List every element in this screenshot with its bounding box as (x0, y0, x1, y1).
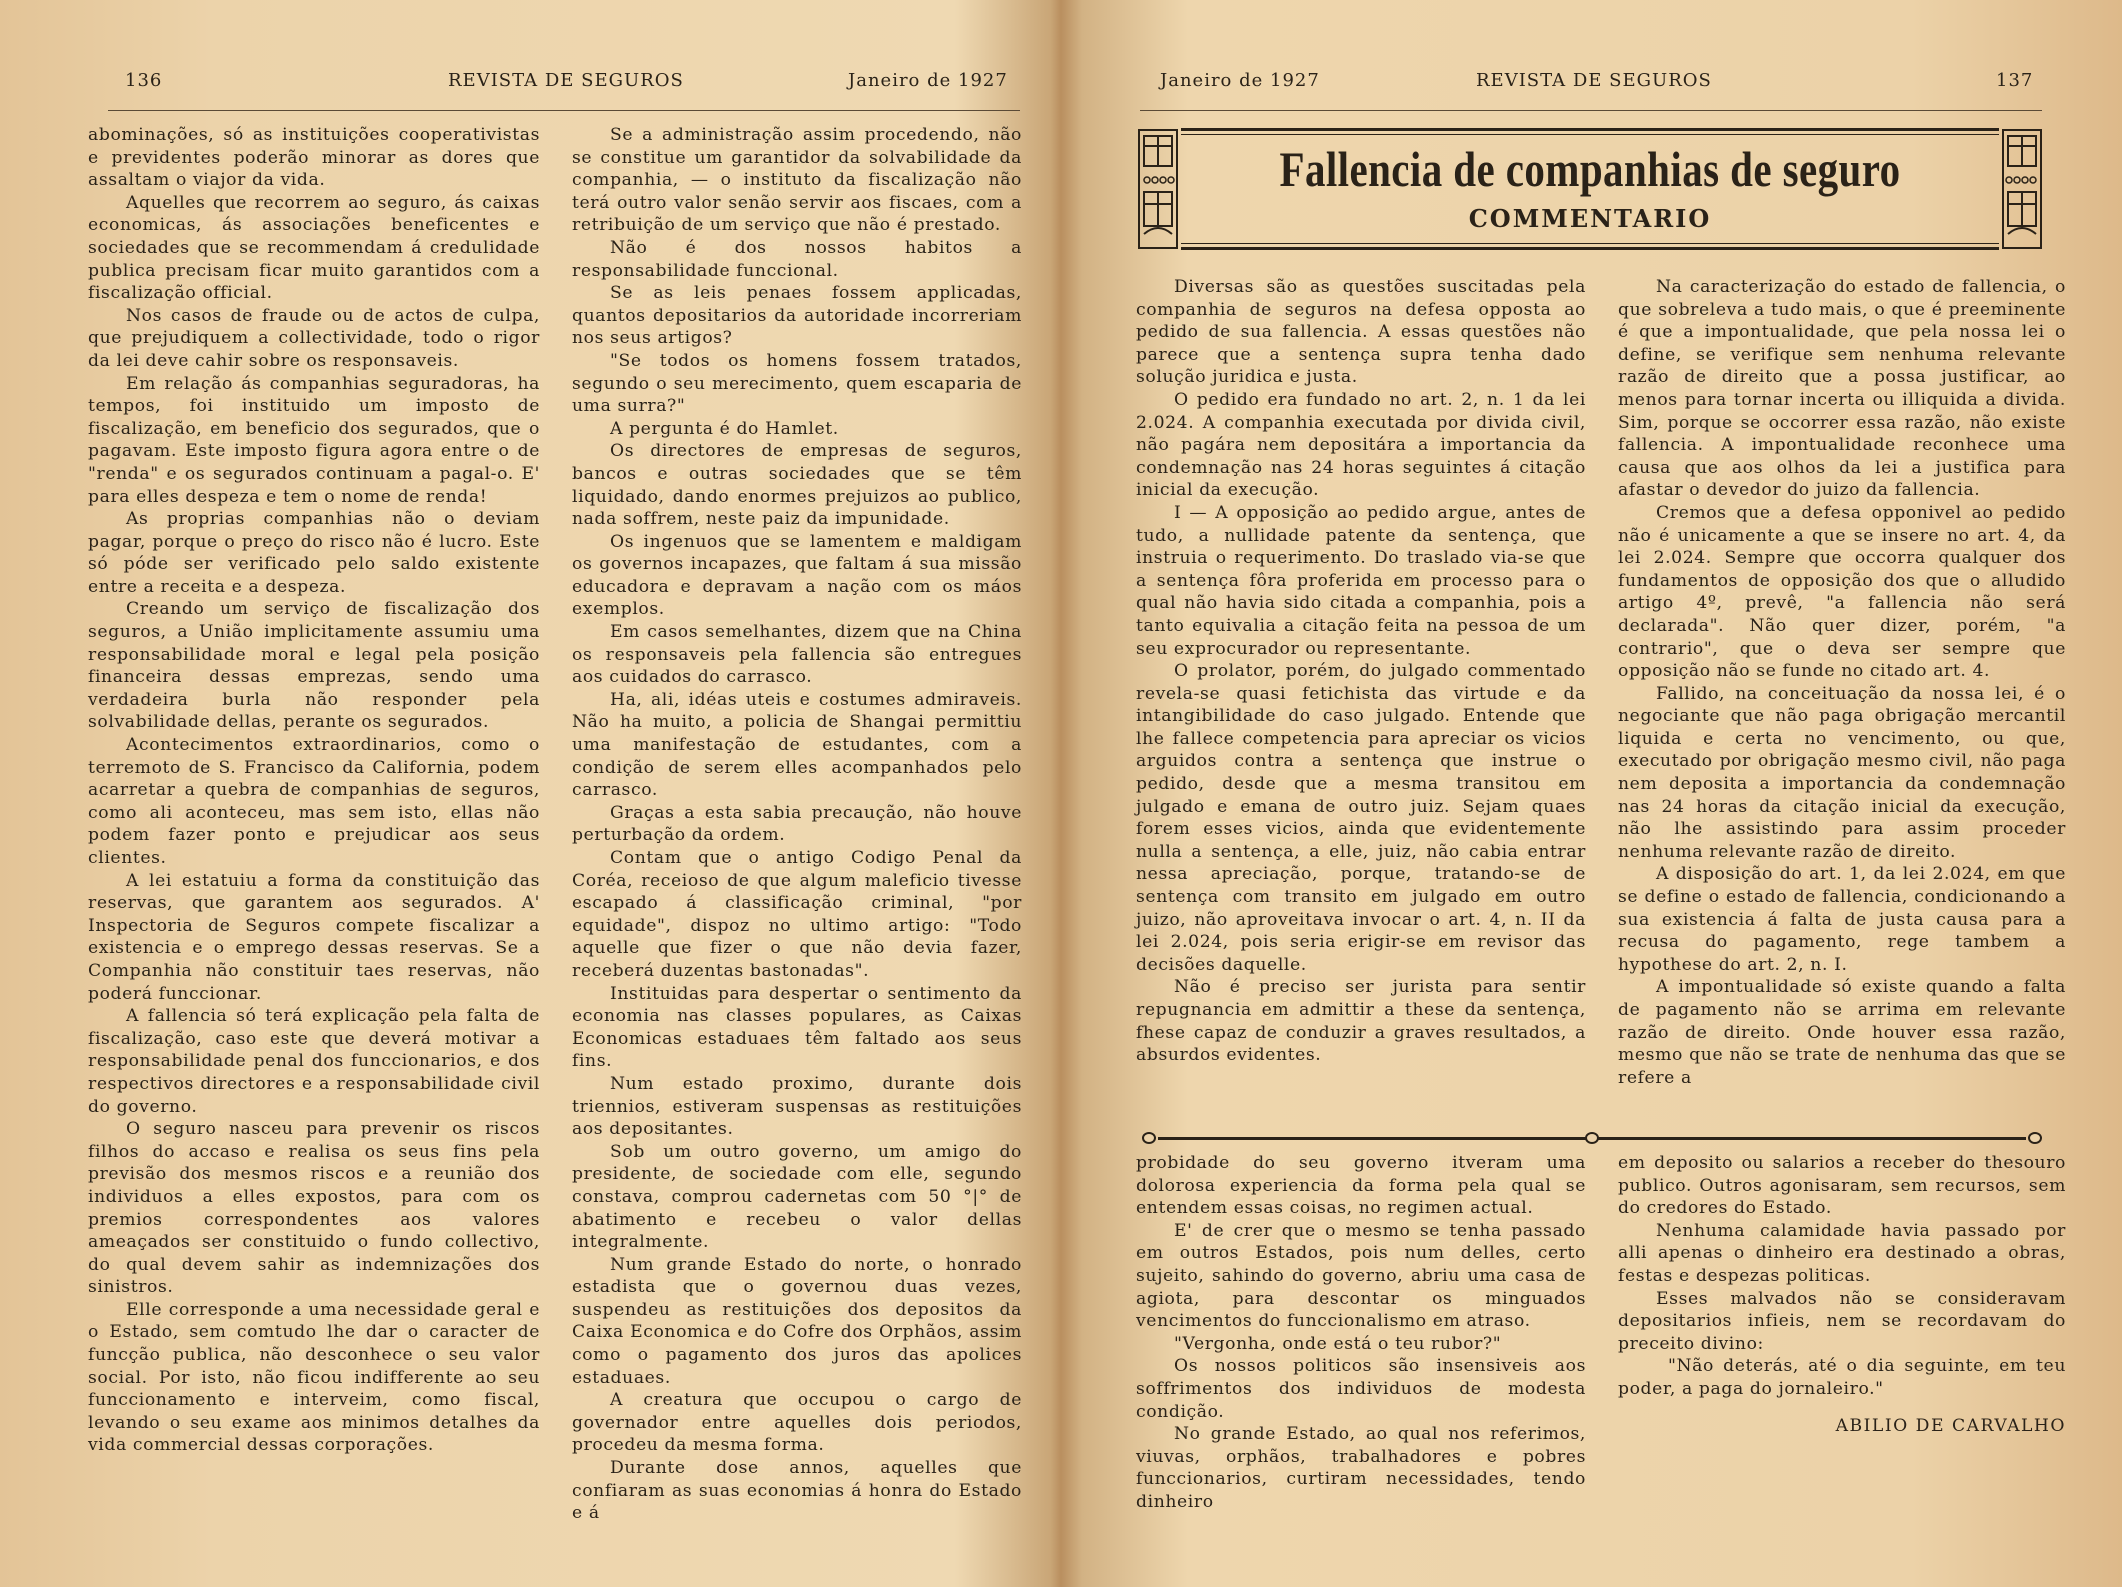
page-number: 136 (125, 70, 163, 91)
lower-column-1 (1136, 1152, 1586, 1514)
paragraph: probidade do seu governo itveram uma dolorosa experiencia da forma pela qual se entendem essas coisas, no regimen actual. (1136, 1153, 1586, 1219)
paragraph: A creatura que occupou o cargo de governador entre aquelles dois periodos, procedeu da mesma forma. (572, 1390, 1022, 1456)
paragraph: Se a administração assim procedendo, não se constitue um garantidor da solvabilidade da companhia, — o instituto da fiscalização não terá outro valor senão servir aos fiscaes, com a retribuição de um serviço que não é prestado. (572, 125, 1022, 236)
paragraph: Fallido, na conceituação da nossa lei, é o negociante que não paga obrigação mercantil liquida e certa no vencimento, ou que, executado por obrigação mesmo civil, não paga nem deposita a importancia da condemnação nas 24 horas da citação inicial da execução, não lhe assistindo para assim proceder nenhuma relevante razão de direito. (1618, 683, 2066, 862)
paragraph: em deposito ou salarios a receber do thesouro publico. Outros agonisaram, sem recursos, sem do credores do Estado. (1618, 1153, 2066, 1219)
paragraph: "Vergonha, onde está o teu rubor?" (1174, 1333, 1502, 1354)
paragraph: Instituidas para despertar o sentimento da economia nas classes populares, as Caixas Economicas estaduaes têm faltado aos seus fins. (572, 983, 1022, 1072)
paragraph: Cremos que a defesa opponivel ao pedido não é unicamente a que se insere no art. 4, da lei 2.024. Sempre que occorra qualquer dos fundamentos de opposição dos que o alludido artigo 4º, prevê, "a fallencia não será declarada". Não quer dizer, porém, "a contrario", que o deva ser sempre que opposição não se funde no citado art. 4. (1618, 502, 2066, 682)
paragraph: Num estado proximo, durante dois triennios, estiveram suspensas as restituições aos depositantes. (572, 1073, 1022, 1140)
paragraph: E' de crer que o mesmo se tenha passado em outros Estados, pois num delles, certo sujeito, sahindo do governo, abriu uma casa de agiota, para descontar os minguados vencimentos do funccionalismo em atraso. (1136, 1220, 1586, 1332)
paragraph: Contam que o antigo Codigo Penal da Coréa, receioso de que algum maleficio tivesse escapado á classificação criminal, "por equidade", dispoz no ultimo artigo: "Todo aquelle que fizer o que não devia fazer, receberá duzentas bastonadas". (572, 848, 1022, 981)
paragraph: A fallencia só terá explicação pela falta de fiscalização, caso este que deverá motivar a responsabilidade penal dos funccionarios, e dos respectivos directores e a responsabilidade civil do governo. (88, 1006, 540, 1117)
frame-line (1181, 243, 1999, 244)
article-title-box (1135, 124, 2045, 254)
paragraph: Em casos semelhantes, dizem que na China os responsaveis pela fallencia são entregues aos cuidados do carrasco. (572, 622, 1022, 688)
article-subtitle: COMMENTARIO (1468, 204, 1712, 233)
text-column-2 (572, 124, 1022, 1525)
divider-ornament-icon (1142, 1132, 1156, 1144)
paragraph: Num grande Estado do norte, o honrado estadista que o governou duas vezes, suspendeu as restituições dos depositos da Caixa Economica e do Cofre dos Orphãos, assim como o pagamento dos juros das apolices estaduaes. (572, 1254, 1022, 1388)
paragraph: O prolator, porém, do julgado commentado revela-se quasi fetichista das virtude e da intangibilidade do caso julgado. Entende que lhe fallece competencia para apreciar os vicios arguidos contra a sentença que instrue o pedido, desde que a mesma transitou em julgado e emana de outro juiz. Sejam quaes forem esses vicios, ainda que evidentemente nulla a sentença, a elle, juiz, não cabia entrar nessa apreciação, porque, tratando-se de sentença com transito em julgado em outro juizo, não aproveitava invocar o art. 4, n. II da lei 2.024, pois seria erigir-se em revisor das decisões daquelle. (1136, 661, 1586, 975)
paragraph: "Se todos os homens fossem tratados, segundo o seu merecimento, quem escaparia de uma surra?" (572, 350, 1022, 417)
running-title: REVISTA DE SEGUROS (1476, 70, 1712, 91)
paragraph: Durante dose annos, aquelles que confiaram as suas economias á honra do Estado e á (572, 1458, 1022, 1524)
running-date: Janeiro de 1927 (1160, 70, 1320, 91)
paragraph: A pergunta é do Hamlet. (610, 418, 839, 439)
paragraph: Não é preciso ser jurista para sentir repugnancia em admittir a these da sentença, fhese capaz de conduzir a graves resultados, a absurdos evidentes. (1136, 977, 1586, 1066)
paragraph: Os directores de empresas de seguros, bancos e outras sociedades que se têm liquidado, dando enormes prejuizos ao publico, nada soffrem, neste paiz da impunidade. (572, 441, 1022, 530)
quotation: "Não deterás, até o dia seguinte, em teu poder, a paga do jornaleiro." (1618, 1356, 2066, 1399)
frame-line (1181, 134, 1999, 135)
divider-ornament-icon (2028, 1132, 2042, 1144)
paragraph: Em relação ás companhias seguradoras, ha tempos, foi instituido um imposto de fiscalização, em beneficio dos segurados, que o pagavam. Este imposto figura agora entre o de "renda" e os segurados continuam a pagal-o. E' para elles despeza e tem o nome de renda! (88, 373, 540, 507)
paragraph: A disposição do art. 1, da lei 2.024, em que se define o estado de fallencia, condicionando a sua existencia á falta de justa causa para a recusa do pagamento, rege tambem a hypothese do art. 2, n. I. (1618, 864, 2066, 975)
paragraph: Ha, ali, idéas uteis e costumes admiraveis. Não ha muito, a policia de Shangai permittiu uma manifestação de estudantes, com a condição de serem elles acompanhados pelo carrasco. (572, 689, 1022, 801)
upper-column-2 (1618, 276, 2066, 1089)
paragraph: Na caracterização do estado de fallencia, o que sobreleva a tudo mais, o que é preeminente é que a impontualidade, que pela nossa lei o define, se verifique sem nenhuma relevante razão de direito que a possa justificar, ao menos para tornar incerta ou illiquida a divida. Sim, porque se occorrer essa razão, não existe fallencia. A impontualidade reconhece uma causa que aos olhos da lei a justifica para afastar o devedor do juizo da fallencia. (1618, 277, 2066, 501)
paragraph: Sob um outro governo, um amigo do presidente, de sociedade com elle, segundo constava, comprou cadernetas com 50 °|° de abatimento e recebeu o valor dellas integralmente. (572, 1141, 1022, 1253)
paragraph: O seguro nasceu para prevenir os riscos filhos do accaso e realisa os seus fins pela previsão dos mesmos riscos e a reunião dos individuos a elles expostos, para com os premios correspondentes aos valores ameaçados ser constituido o fundo collectivo, do qual devem sahir as indemnizações dos sinistros. (88, 1119, 540, 1298)
frame-line (1181, 247, 1999, 250)
paragraph: Creando um serviço de fiscalização dos seguros, a União implicitamente assumiu uma responsabilidade moral e legal pela posição financeira dessas emprezas, sendo uma verdadeira burla não responder pela solvabilidade dellas, perante os segurados. (88, 599, 540, 733)
paragraph: Diversas são as questões suscitadas pela companhia de seguros na defesa opposta ao pedido de sua fallencia. A essas questões não parece que a sentença supra tenha dado solução juridica e justa. (1136, 277, 1586, 388)
ornament-left-icon (1135, 124, 1181, 254)
paragraph: Não é dos nossos habitos a responsabilidade funccional. (572, 237, 1022, 281)
paragraph: Graças a esta sabia precaução, não houve perturbação da ordem. (572, 802, 1022, 846)
header-rule (1140, 110, 2042, 111)
divider-ornament-icon (1585, 1132, 1599, 1144)
paragraph: No grande Estado, ao qual nos referimos, viuvas, orphãos, trabalhadores e pobres funccionarios, curtiram necessidades, tendo dinheiro (1136, 1424, 1586, 1512)
paragraph: Nenhuma calamidade havia passado por alli apenas o dinheiro era destinado a obras, festas e despezas politicas. (1618, 1220, 2066, 1286)
upper-column-1 (1136, 276, 1586, 1067)
paragraph: Os ingenuos que se lamentem e maldigam os governos incapazes, que faltam á sua missão educadora e depravam a nação com os máos exemplos. (572, 531, 1022, 620)
paragraph: Esses malvados não se consideravam depositarios infieis, nem se recordavam do preceito divino: (1618, 1288, 2066, 1354)
paragraph: Aquelles que recorrem ao seguro, ás caixas economicas, ás associações beneficentes e sociedades que se recommendam á credulidade publica precisam ficar muito garantidos com a fiscalização official. (88, 192, 540, 304)
paragraph: I — A opposição ao pedido argue, antes de tudo, a nullidade patente da sentença, que instruia o requerimento. Do traslado via-se que a sentença fôra proferida em processo para o qual não havia sido citada a companhia, pois a tanto equivalia a citação feita na pessoa de um seu exprocurador ou representante. (1136, 502, 1586, 659)
header-rule (108, 110, 1020, 111)
lower-column-2 (1618, 1152, 2066, 1437)
left-page (0, 0, 1058, 1587)
running-title: REVISTA DE SEGUROS (448, 70, 684, 91)
frame-line (1181, 128, 1999, 131)
section-divider (1140, 1132, 2044, 1146)
paragraph: Nos casos de fraude ou de actos de culpa, que prejudiquem a collectividade, todo o rigor da lei deve cahir sobre os responsaveis. (88, 305, 540, 371)
right-page (1062, 0, 2122, 1587)
paragraph: Se as leis penaes fossem applicadas, quantos depositarios da autoridade incorreriam nos seus artigos? (572, 283, 1022, 349)
paragraph: Os nossos politicos são insensiveis aos soffrimentos dos individuos de modesta condição. (1136, 1356, 1586, 1422)
paragraph: O pedido era fundado no art. 2, n. 1 da lei 2.024. A companhia executada por divida civil, não pagára nem depositára a importancia da condemnação nas 24 horas seguintes á citação inicial da execução. (1136, 389, 1586, 501)
paragraph: abominações, só as instituições cooperativistas e previdentes poderão minorar as dores que assaltam o viajor da vida. (88, 125, 540, 191)
paragraph: Acontecimentos extraordinarios, como o terremoto de S. Francisco da California, podem acarretar a quebra de companhias de seguros, como ali aconteceu, mas sem isto, ellas não podem fazer ponto e prejudicar aos seus clientes. (88, 735, 540, 868)
page-number: 137 (1996, 70, 2034, 91)
author-signature: ABILIO DE CARVALHO (1835, 1415, 2066, 1436)
running-date: Janeiro de 1927 (848, 70, 1008, 91)
ornament-right-icon (1999, 124, 2045, 254)
paragraph: As proprias companhias não o deviam pagar, porque o preço do risco não é lucro. Este só póde ser verificado pelo saldo existente entre a receita e a despeza. (88, 509, 540, 597)
article-title: Fallencia de companhias de seguro (1279, 141, 1901, 197)
paragraph: Elle corresponde a uma necessidade geral e o Estado, sem comtudo lhe dar o caracter de funcção publica, não desconhece o seu valor social. Por isto, não ficou indifferente ao seu funccionamento e interveim, como fiscal, levando o seu exame aos minimos detalhes da vida commercial dessas corporações. (88, 1299, 540, 1456)
paragraph: A impontualidade só existe quando a falta de pagamento não se arrima em relevante razão de direito. Onde houver essa razão, mesmo que não se trate de nenhuma das que se refere a (1618, 977, 2066, 1088)
paragraph: A lei estatuiu a forma da constituição das reservas, que garantem aos segurados. A' Inspectoria de Seguros compete fiscalizar a existencia e o emprego dessas reservas. Se a Companhia não constituir taes reservas, não poderá funccionar. (88, 870, 540, 1004)
text-column-1 (88, 124, 540, 1457)
